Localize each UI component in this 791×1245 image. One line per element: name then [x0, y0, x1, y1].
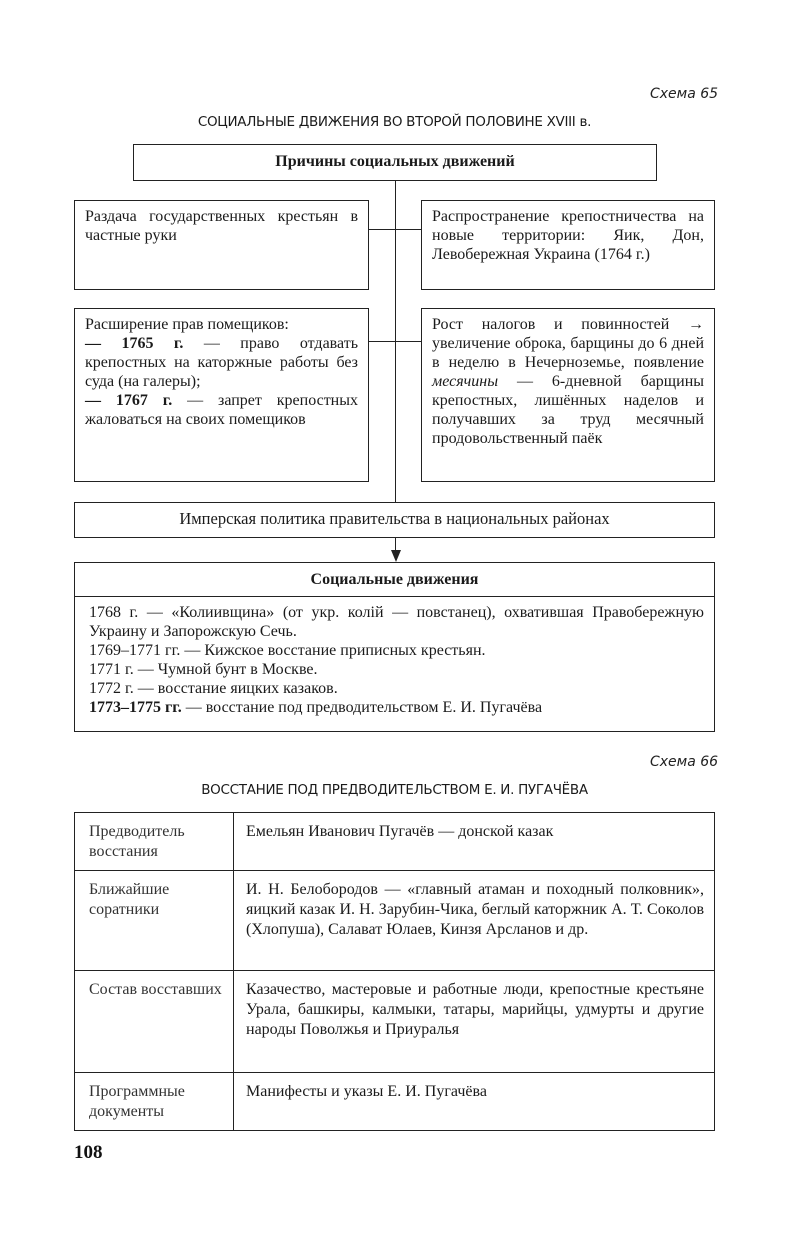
cause-text: Имперская политика правительства в национальных районах	[179, 509, 610, 528]
row-label: Состав восставших	[75, 971, 234, 1073]
movement-text: — Чумной бунт в Москве.	[133, 661, 318, 678]
movement-text: — восстание яицких казаков.	[133, 680, 338, 697]
movements-header: Социальные движения	[75, 563, 714, 597]
year-1767: — 1767 г.	[85, 392, 173, 409]
movement-year: 1773–1775 гг.	[89, 699, 182, 716]
year-1765: — 1765 г.	[85, 335, 184, 352]
cause-text: Распространение крепостничества на новые территории: Яик, Дон, Левобережная Украина (1764 г.)	[432, 208, 704, 263]
movement-text: — Кижское восстание приписных крестьян.	[180, 642, 486, 659]
cause-box-imperial-policy	[74, 502, 715, 538]
connector-top	[368, 229, 422, 230]
movement-text: — «Колиивщина» (от укр. колій — повстанец), охватившая Правобережную Украину и Запорожскую Сечь.	[89, 604, 705, 640]
page-number: 108	[74, 1142, 103, 1163]
cause-box-taxes	[421, 308, 715, 482]
row-value: И. Н. Белобородов — «главный атаман и походный полковник», яицкий казак И. Н. Зарубин-Чика, беглый каторжник А. Т. Соколов (Хлопуша), Салават Юлаев, Кинзя Арсланов и др.	[234, 871, 715, 971]
cause-box-state-peasants	[74, 200, 369, 290]
row-value: Манифесты и указы Е. И. Пугачёва	[234, 1073, 715, 1131]
movement-year: 1772 г.	[89, 680, 134, 697]
table-row	[75, 1073, 715, 1131]
causes-header: Причины социальных движений	[275, 153, 515, 170]
movement-year: 1768 г.	[89, 604, 139, 621]
movement-text: — восстание под предводительством Е. И. Пугачёва	[181, 699, 543, 716]
pugachev-table	[74, 812, 715, 1131]
movement-item	[89, 603, 704, 641]
scheme-65-title: СОЦИАЛЬНЫЕ ДВИЖЕНИЯ ВО ВТОРОЙ ПОЛОВИНЕ XVIII в.	[197, 114, 592, 130]
cause-intro: Расширение прав помещиков:	[85, 316, 289, 333]
row-value: Емельян Иванович Пугачёв — донской казак	[234, 813, 715, 871]
scheme-65-label: Схема 65	[650, 86, 719, 102]
table-row	[75, 813, 715, 871]
causes-header-box	[133, 144, 657, 181]
cause-term-mesyachina: месячины	[432, 373, 499, 390]
cause-text: Раздача государственных крестьян в частные руки	[85, 208, 358, 244]
movement-item	[89, 660, 704, 679]
movements-list	[75, 597, 714, 717]
movement-item	[89, 679, 704, 698]
cause-box-serfdom-spread	[421, 200, 715, 290]
cause-box-landlord-rights	[74, 308, 369, 482]
row-value: Казачество, мастеровые и работные люди, крепостные крестьяне Урала, башкиры, калмыки, татары, марийцы, удмурты и другие народы Поволжья и Приуралья	[234, 971, 715, 1073]
movement-item	[89, 698, 704, 717]
cause-item-1765: — право отдавать крепостных на каторжные работы без суда (на галеры);	[85, 335, 358, 390]
arrow-down-icon	[391, 550, 401, 562]
movement-year: 1771 г.	[89, 661, 134, 678]
cause-text-part1: Рост налогов и повинностей → увеличение оброка, барщины до 6 дней в неделю в Нечерноземье, появление	[432, 316, 704, 371]
table-row	[75, 871, 715, 971]
table-row	[75, 971, 715, 1073]
movements-box	[74, 562, 715, 732]
cause-text-part2: — 6-дневной барщины крепостных, лишённых наделов и получавших за труд месячный продовольственный паёк	[432, 373, 704, 447]
cause-item-1767: — запрет крепостных жаловаться на своих помещиков	[85, 392, 358, 428]
row-label: Программные документы	[75, 1073, 234, 1131]
movement-year: 1769–1771 гг.	[89, 642, 181, 659]
scheme-66-label: Схема 66	[650, 754, 719, 770]
scheme-66-title: ВОССТАНИЕ ПОД ПРЕДВОДИТЕЛЬСТВОМ Е. И. ПУГАЧЁВА	[201, 782, 588, 798]
row-label: Предводитель восстания	[75, 813, 234, 871]
row-label: Ближайшие соратники	[75, 871, 234, 971]
movement-item	[89, 641, 704, 660]
connector-mid	[368, 341, 422, 342]
